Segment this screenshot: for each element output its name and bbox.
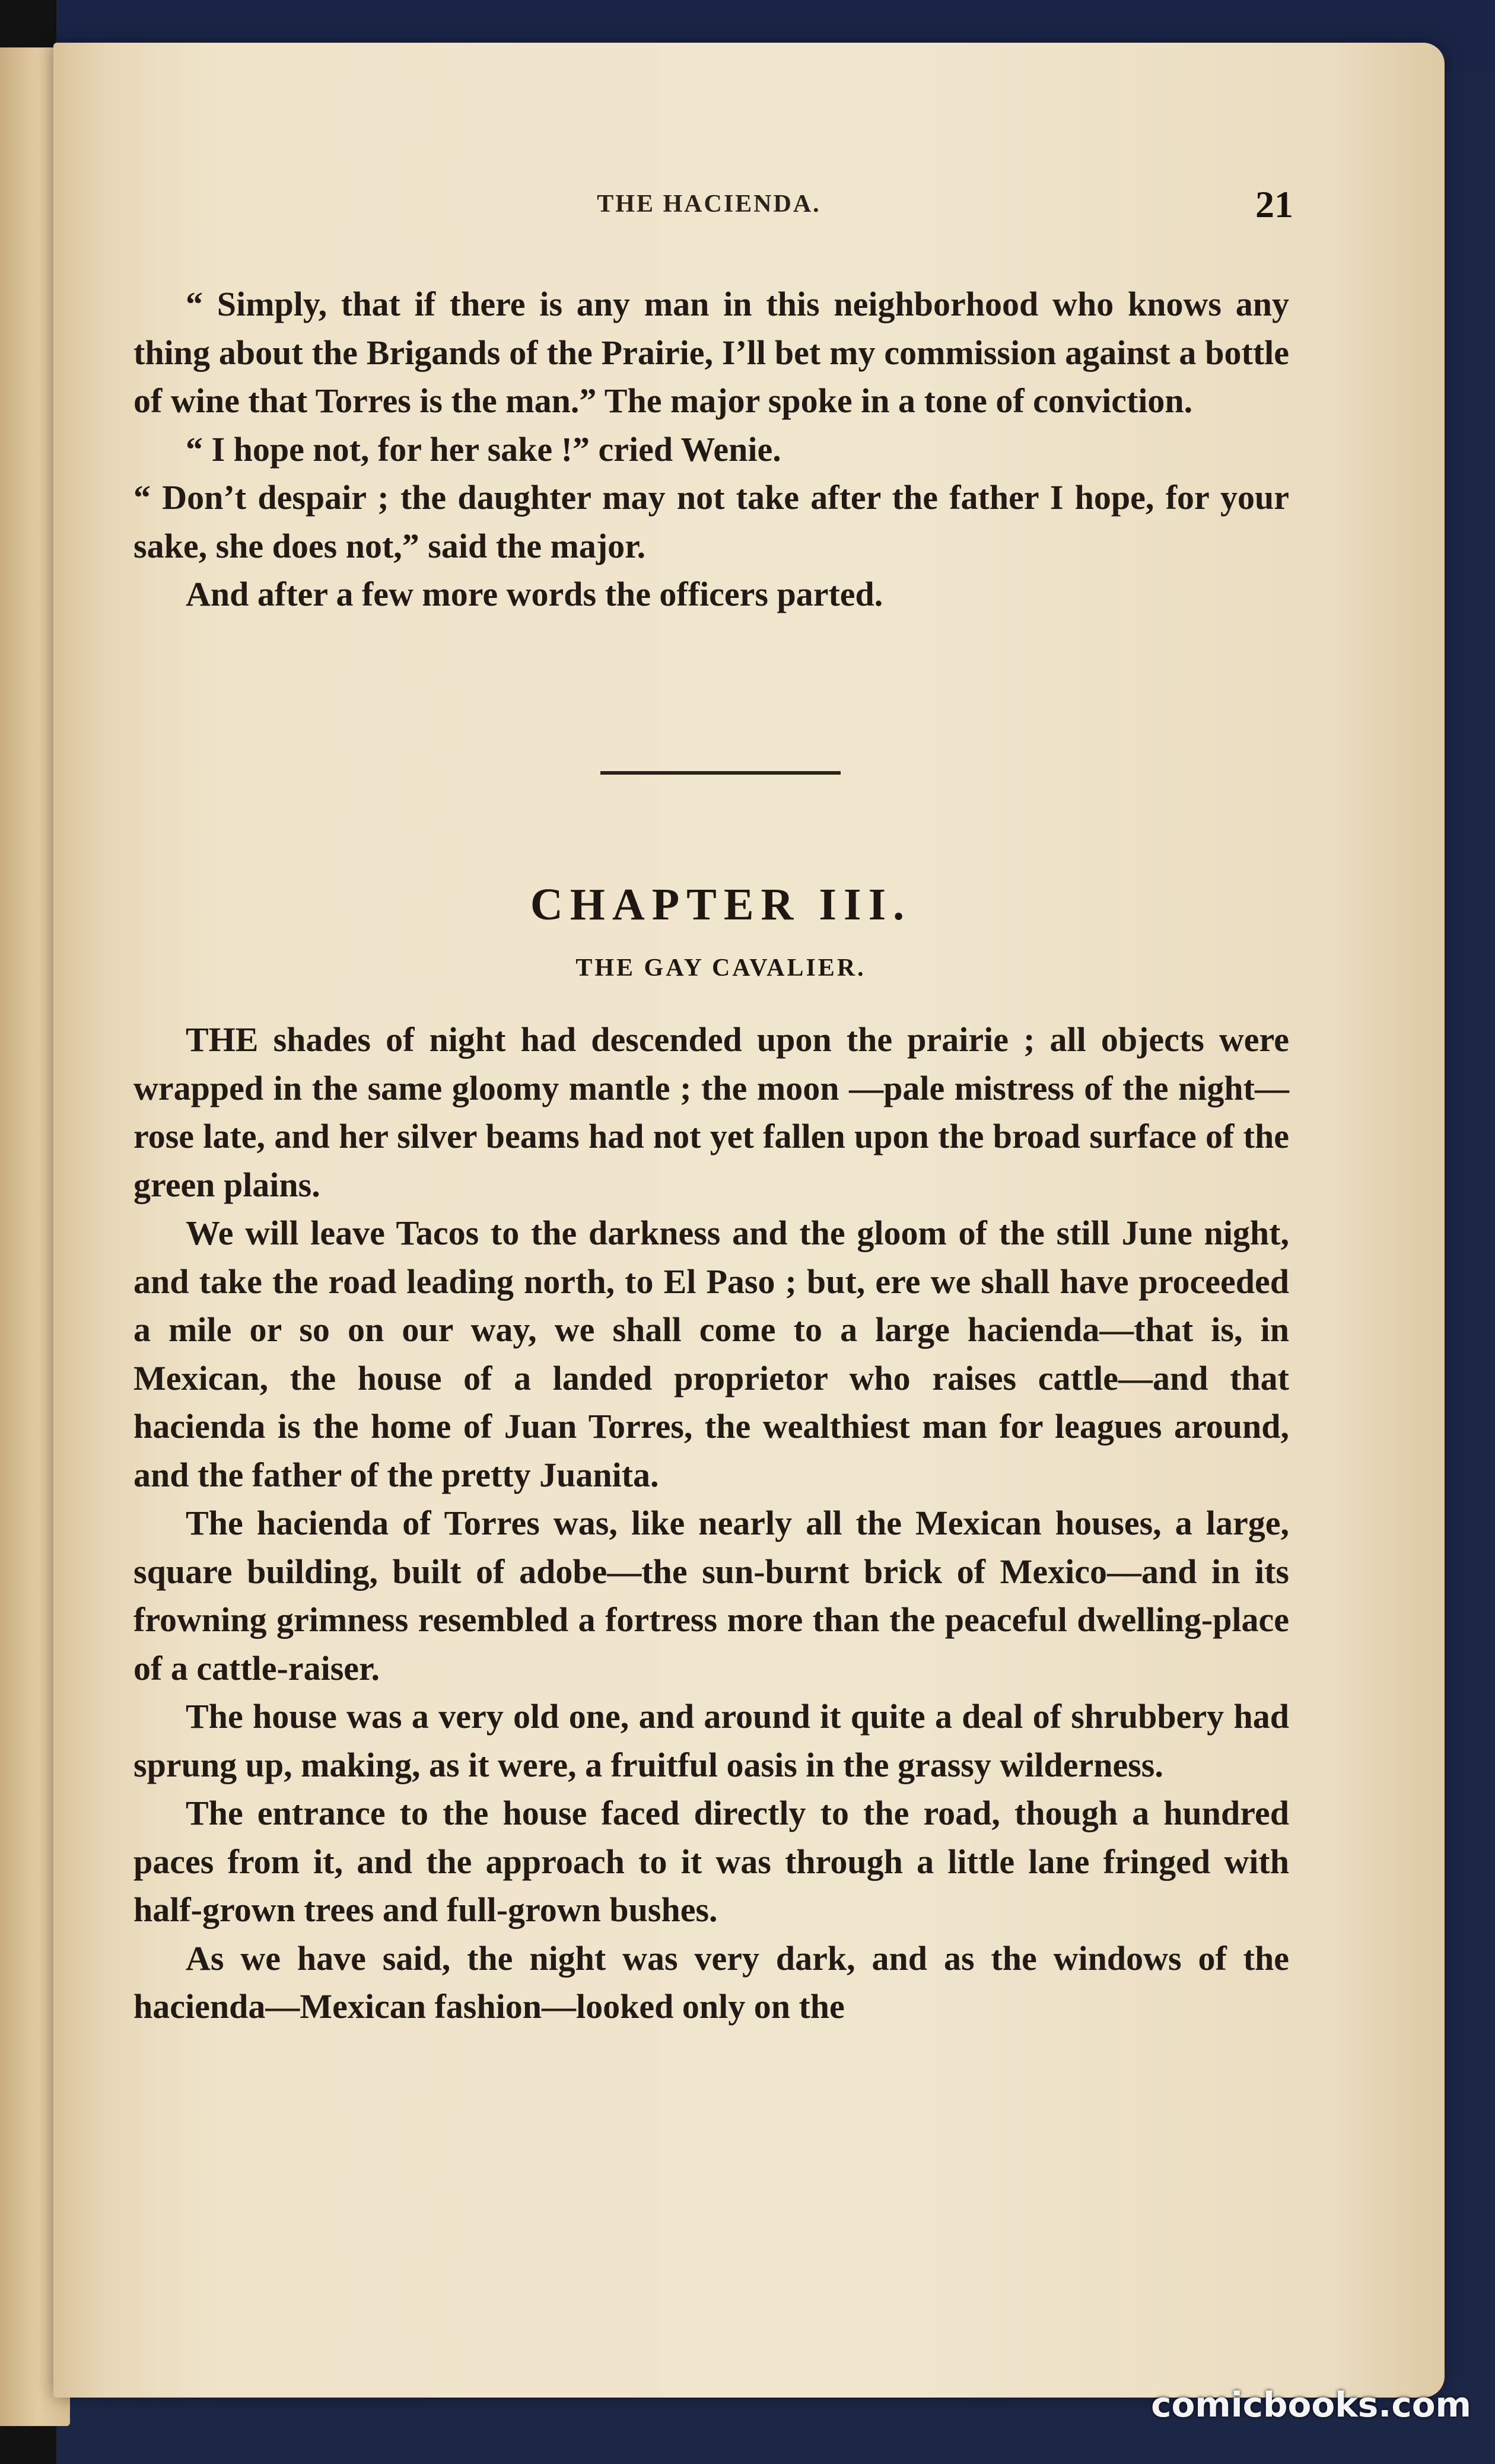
paragraph: The entrance to the house faced directly to the road, though a hundred paces from it, and the approach to it was through a little lane fringed with half-grown trees and full-grown bushes. xyxy=(133,1794,1289,1929)
chapter-title: CHAPTER III. xyxy=(530,880,912,929)
paragraph: As we have said, the night was very dark, and as the windows of the hacienda—Mexican fashion—looked only on the xyxy=(133,1938,1289,2026)
paragraph: And after a few more words the officers parted. xyxy=(186,575,883,613)
chapter-subtitle: THE GAY CAVALIER. xyxy=(575,954,866,982)
paragraph: We will leave Tacos to the darkness and the gloom of the still June night, and take the road leading north, to El Paso ; but, ere we shall have proceeded a mile or so on our way, we shall come to a large hacienda—that is, in Mexican, the house of a landed proprietor who raises cattle—and that hacienda is the home of Juan Torres, the wealthiest man for leagues around, and the father of the pretty Juanita. xyxy=(133,1214,1289,1494)
paragraph: THE shades of night had descended upon the prairie ; all objects were wrapped in the same gloomy mantle ; the moon —pale mistress of the night—rose late, and her silver beams had not yet fallen upon the broad surface of the green plains. xyxy=(133,1020,1289,1204)
paragraph: “ Simply, that if there is any man in this neighborhood who knows any thing about the Brigands of the Prairie, I’ll bet my commission against a bottle of wine that Torres is the man.” The major spoke in a tone of conviction. xyxy=(133,285,1289,420)
chapter-text-block xyxy=(133,1015,1289,2031)
paragraph: The house was a very old one, and around it quite a deal of shrubbery had sprung up, making, as it were, a fruitful oasis in the grassy wilderness. xyxy=(133,1697,1289,1784)
section-divider xyxy=(600,771,841,775)
watermark: comicbooks.com xyxy=(1151,2385,1471,2425)
paragraph: “ Don’t despair ; the daughter may not take after the father I hope, for your sake, she does not,” said the major. xyxy=(133,478,1289,565)
running-head: THE HACIENDA. xyxy=(597,190,821,218)
top-text-block xyxy=(133,280,1289,619)
paragraph: “ I hope not, for her sake !” cried Wenie. xyxy=(186,429,781,469)
page-number: 21 xyxy=(1255,183,1293,225)
paragraph: The hacienda of Torres was, like nearly all the Mexican houses, a large, square building, built of adobe—the sun-burnt brick of Mexico—and in its frowning grimness resembled a fortress more than the peaceful dwelling-place of a cattle-raiser. xyxy=(133,1504,1289,1688)
